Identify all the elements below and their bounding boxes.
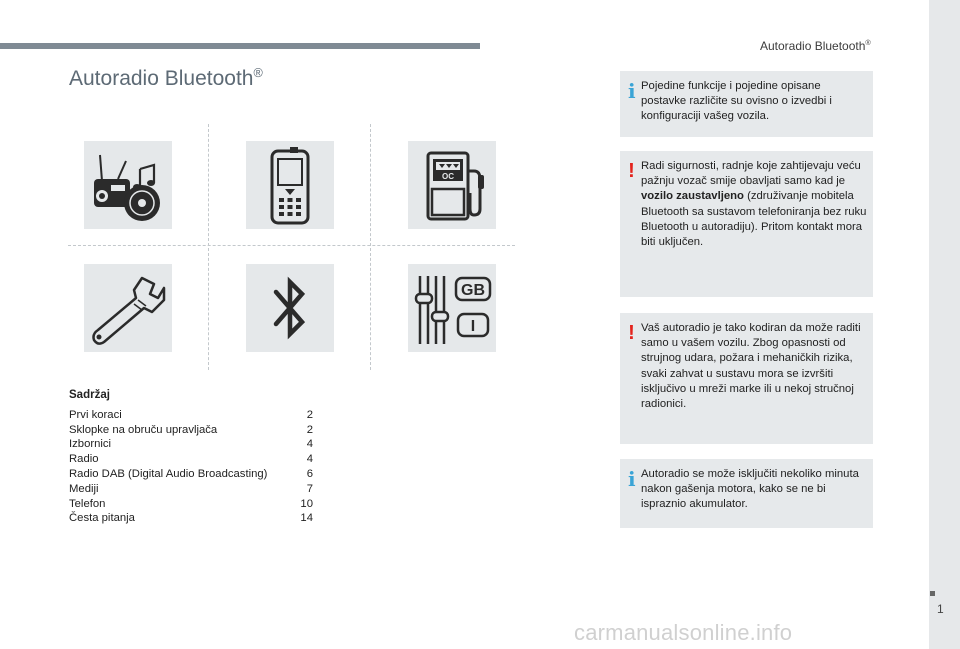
toc-item[interactable]: [69, 497, 313, 512]
note-text: Vaš autoradio je tako kodiran da može raditi samo u vašem vozilu. Zbog opasnosti od strujnog udara, požara i mehaničkih rizika, svaki zahvat u sustavu mora se izvršiti isključivo u mreži marke ili u nekoj stručnoj radionici.: [641, 322, 861, 411]
fuel-pump-icon: [408, 141, 496, 229]
watermark: carmanualsonline.info: [574, 620, 793, 645]
toc-item-page: 14: [300, 512, 313, 525]
wrench-icon: [84, 264, 172, 352]
warning-icon: !: [628, 160, 635, 182]
page-number: 1: [937, 602, 944, 616]
toc-item[interactable]: [69, 408, 313, 423]
toc-item[interactable]: [69, 452, 313, 467]
warning-note: [620, 151, 873, 297]
toc-item-label: Mediji: [69, 482, 99, 495]
language-settings-icon: [408, 264, 496, 352]
note-text: Radi sigurnosti, radnje koje zahtijevaju veću pažnju vozač smije obavljati samo kad je vozilo zaustavljeno (združivanje mobitela Bluetooth sa sustavom telefoniranja bez ruku Bluetooth u autoradiju). Pritom kontakt mora biti uključen.: [641, 160, 867, 249]
info-note: [620, 459, 873, 528]
info-note: [620, 71, 873, 137]
table-of-contents: [69, 388, 313, 526]
toc-item-label: Izbornici: [69, 438, 112, 451]
toc-item-label: Telefon: [69, 497, 106, 510]
mobile-phone-icon: [246, 141, 334, 229]
toc-item-page: 2: [306, 423, 313, 436]
fuel-label: OC: [442, 172, 454, 181]
toc-item[interactable]: [69, 482, 313, 497]
grid-divider: [208, 124, 209, 370]
toc-item-label: Radio DAB (Digital Audio Broadcasting): [69, 467, 268, 480]
toc-item[interactable]: [69, 437, 313, 452]
toc-heading: Sadržaj: [69, 389, 110, 401]
toc-item-page: 7: [306, 482, 313, 495]
bluetooth-icon: [246, 264, 334, 352]
toc-item-label: Sklopke na obruču upravljača: [69, 423, 218, 436]
running-header: Autoradio Bluetooth®: [760, 38, 871, 53]
toc-item-page: 6: [306, 467, 313, 480]
page-marker: [930, 591, 935, 596]
grid-divider: [68, 245, 515, 246]
radio-music-icon: [84, 141, 172, 229]
grid-divider: [370, 124, 371, 370]
header-rule: [0, 43, 480, 49]
info-icon: i: [628, 467, 636, 491]
toc-item-page: 10: [300, 497, 313, 510]
language-label-i: I: [470, 318, 476, 335]
side-margin-strip: [929, 0, 960, 649]
toc-item-page: 4: [306, 438, 313, 451]
toc-item-page: 4: [306, 453, 313, 466]
language-label-gb: GB: [461, 282, 485, 299]
toc-item[interactable]: [69, 511, 313, 526]
info-icon: i: [628, 79, 636, 103]
note-text: Autoradio se može isključiti nekoliko minuta nakon gašenja motora, kako se ne bi ispraznio akumulator.: [641, 468, 859, 511]
toc-item-page: 2: [306, 408, 313, 421]
toc-item[interactable]: [69, 467, 313, 482]
toc-item-label: Česta pitanja: [69, 512, 135, 525]
toc-item-label: Prvi koraci: [69, 408, 122, 421]
warning-icon: !: [628, 322, 635, 344]
note-text: Pojedine funkcije i pojedine opisane postavke različite su ovisno o izvedbi i konfiguraciji vašeg vozila.: [641, 80, 832, 123]
warning-note: [620, 313, 873, 444]
page-title: Autoradio Bluetooth®: [69, 66, 263, 90]
toc-item[interactable]: [69, 423, 313, 438]
toc-item-label: Radio: [69, 453, 99, 466]
